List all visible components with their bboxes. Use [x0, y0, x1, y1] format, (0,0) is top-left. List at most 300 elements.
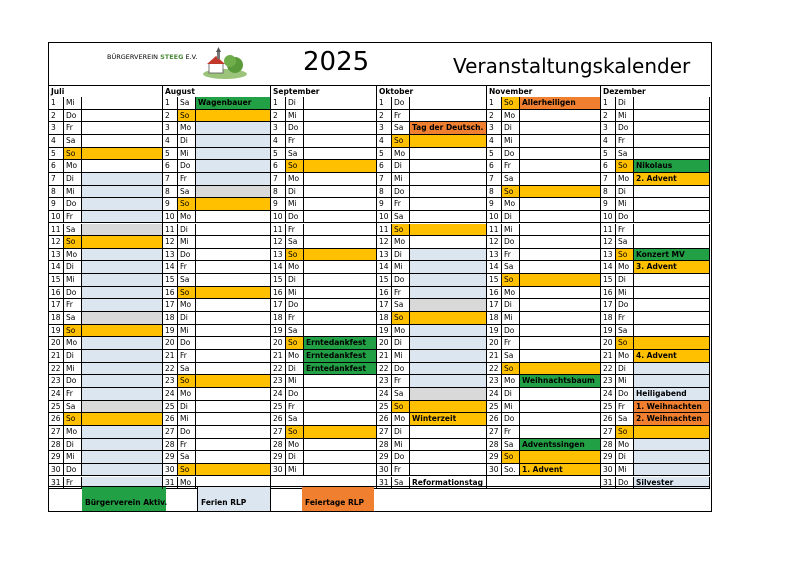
day-row: [487, 350, 601, 363]
day-row: [377, 363, 487, 376]
day-row: [49, 274, 163, 287]
day-number: 25: [271, 401, 286, 413]
month-header: Dezember: [601, 85, 710, 97]
day-number: 22: [49, 363, 64, 375]
day-number: 27: [487, 426, 502, 438]
weekday-label: Di: [178, 224, 196, 236]
day-number: 1: [49, 97, 64, 109]
event-cell: [520, 451, 601, 463]
weekday-label: Do: [392, 97, 410, 109]
event-cell: [82, 135, 163, 147]
legend: [49, 486, 710, 512]
day-row: [377, 122, 487, 135]
day-row: [163, 249, 271, 262]
day-number: 9: [487, 198, 502, 210]
day-number: 23: [487, 375, 502, 387]
day-row: [49, 198, 163, 211]
day-row: [377, 274, 487, 287]
day-row: [163, 198, 271, 211]
day-row: [601, 439, 710, 452]
event-label: Erntedankfest: [306, 351, 366, 360]
day-row: [49, 261, 163, 274]
weekday-label: Sa: [286, 413, 304, 425]
weekday-label: So: [178, 110, 196, 122]
day-row: [163, 287, 271, 300]
day-number: 7: [49, 173, 64, 185]
weekday-label: Do: [178, 160, 196, 172]
day-row: [49, 224, 163, 237]
event-cell: [520, 439, 601, 451]
day-row: [49, 186, 163, 199]
day-row: [49, 160, 163, 173]
weekday-label: So: [502, 97, 520, 109]
day-row: [271, 160, 377, 173]
day-number: 6: [49, 160, 64, 172]
day-number: 6: [487, 160, 502, 172]
weekday-label: Di: [64, 439, 82, 451]
day-row: [49, 110, 163, 123]
day-row: [377, 426, 487, 439]
event-cell: [520, 413, 601, 425]
weekday-label: Di: [286, 274, 304, 286]
weekday-label: Mi: [616, 464, 634, 476]
weekday-label: Mo: [392, 325, 410, 337]
day-row: [601, 97, 710, 110]
day-number: 28: [163, 439, 178, 451]
weekday-label: Mi: [178, 413, 196, 425]
day-row: [601, 375, 710, 388]
event-cell: [82, 173, 163, 185]
weekday-label: So: [178, 287, 196, 299]
day-number: 12: [601, 236, 616, 248]
day-row: [377, 211, 487, 224]
weekday-label: Di: [502, 122, 520, 134]
day-row: [601, 224, 710, 237]
day-row: [271, 464, 377, 477]
day-row: [487, 451, 601, 464]
day-row: [601, 198, 710, 211]
day-number: 29: [49, 451, 64, 463]
event-cell: [634, 350, 710, 362]
day-row: [49, 299, 163, 312]
weekday-label: Mi: [286, 375, 304, 387]
day-row: [163, 299, 271, 312]
day-number: 26: [271, 413, 286, 425]
day-number: 27: [271, 426, 286, 438]
event-cell: [410, 401, 487, 413]
event-cell: [304, 363, 377, 375]
event-cell: [520, 312, 601, 324]
day-number: 6: [271, 160, 286, 172]
day-number: 19: [377, 325, 392, 337]
weekday-label: Sa: [616, 236, 634, 248]
day-number: 9: [601, 198, 616, 210]
day-row: [601, 426, 710, 439]
weekday-label: Mi: [178, 148, 196, 160]
day-number: 14: [49, 261, 64, 273]
day-number: 21: [271, 350, 286, 362]
weekday-label: So: [286, 249, 304, 261]
weekday-label: Di: [616, 274, 634, 286]
weekday-label: Fr: [178, 261, 196, 273]
day-row: [601, 211, 710, 224]
day-row: [601, 135, 710, 148]
day-row: [163, 350, 271, 363]
weekday-label: Sa: [502, 350, 520, 362]
weekday-label: Mi: [64, 186, 82, 198]
event-cell: [520, 97, 601, 109]
weekday-label: Sa: [178, 186, 196, 198]
day-number: 18: [601, 312, 616, 324]
day-number: 3: [49, 122, 64, 134]
day-row: [377, 325, 487, 338]
weekday-label: Mo: [502, 287, 520, 299]
day-number: 14: [601, 261, 616, 273]
event-cell: [634, 122, 710, 134]
month-header: September: [271, 85, 377, 97]
weekday-label: Mi: [392, 439, 410, 451]
day-row: [49, 325, 163, 338]
club-logo: [107, 47, 247, 81]
weekday-label: Mo: [392, 148, 410, 160]
event-cell: [520, 261, 601, 273]
event-cell: [634, 439, 710, 451]
event-label: Weihnachtsbaum: [522, 376, 595, 386]
event-label: Wagenbauer: [198, 98, 252, 107]
day-row: [163, 135, 271, 148]
event-label: Winterzeit: [412, 414, 457, 424]
weekday-label: Fr: [502, 337, 520, 349]
weekday-label: So: [502, 274, 520, 286]
day-row: [487, 325, 601, 338]
day-row: [163, 439, 271, 452]
event-cell: [410, 211, 487, 223]
day-row: [601, 236, 710, 249]
event-cell: [410, 160, 487, 172]
weekday-label: Mi: [616, 110, 634, 122]
event-cell: [82, 312, 163, 324]
day-number: 28: [49, 439, 64, 451]
event-cell: [196, 325, 271, 337]
event-cell: [82, 350, 163, 362]
weekday-label: So.: [502, 464, 520, 476]
day-number: 2: [487, 110, 502, 122]
weekday-label: Di: [286, 451, 304, 463]
day-number: 7: [163, 173, 178, 185]
day-row: [49, 287, 163, 300]
day-row: [377, 375, 487, 388]
event-cell: [634, 363, 710, 375]
event-label: Allerheiligen: [522, 98, 576, 107]
weekday-label: Fr: [502, 160, 520, 172]
event-cell: [520, 198, 601, 210]
day-row: [163, 236, 271, 249]
event-cell: [410, 337, 487, 349]
day-row: [487, 110, 601, 123]
day-row: [49, 337, 163, 350]
event-cell: [304, 439, 377, 451]
event-cell: [410, 249, 487, 261]
weekday-label: Do: [64, 375, 82, 387]
day-number: 12: [487, 236, 502, 248]
day-number: 30: [377, 464, 392, 476]
day-row: [271, 413, 377, 426]
weekday-label: Di: [502, 299, 520, 311]
event-cell: [520, 211, 601, 223]
event-cell: [196, 375, 271, 387]
logo-text: [107, 53, 197, 61]
day-row: [487, 299, 601, 312]
day-number: 2: [49, 110, 64, 122]
event-cell: [410, 451, 487, 463]
day-row: [271, 312, 377, 325]
day-number: 29: [377, 451, 392, 463]
event-cell: [634, 388, 710, 400]
event-cell: [410, 299, 487, 311]
weekday-label: Mi: [616, 198, 634, 210]
day-number: 12: [49, 236, 64, 248]
weekday-label: Do: [392, 451, 410, 463]
weekday-label: Fr: [392, 375, 410, 387]
weekday-label: So: [392, 401, 410, 413]
day-number: 18: [377, 312, 392, 324]
event-cell: [196, 451, 271, 463]
day-number: 26: [49, 413, 64, 425]
weekday-label: Sa: [64, 312, 82, 324]
day-number: 10: [49, 211, 64, 223]
weekday-label: Di: [286, 186, 304, 198]
village-icon: [197, 47, 247, 81]
weekday-label: Sa: [178, 363, 196, 375]
event-cell: [304, 337, 377, 349]
weekday-label: Do: [178, 337, 196, 349]
weekday-label: Do: [286, 122, 304, 134]
weekday-label: Mo: [178, 477, 196, 489]
event-cell: [410, 274, 487, 286]
event-cell: [304, 451, 377, 463]
event-cell: [410, 261, 487, 273]
event-cell: [196, 261, 271, 273]
event-cell: [82, 224, 163, 236]
day-row: [163, 274, 271, 287]
event-cell: [82, 274, 163, 286]
weekday-label: Fr: [286, 224, 304, 236]
day-row: [377, 160, 487, 173]
day-number: 20: [601, 337, 616, 349]
day-number: 20: [163, 337, 178, 349]
day-number: 21: [601, 350, 616, 362]
day-number: 16: [601, 287, 616, 299]
day-row: [271, 198, 377, 211]
day-number: 27: [163, 426, 178, 438]
event-cell: [304, 122, 377, 134]
day-number: 5: [271, 148, 286, 160]
weekday-label: Fr: [392, 110, 410, 122]
day-row: [49, 363, 163, 376]
weekday-label: Do: [286, 388, 304, 400]
day-row: [377, 148, 487, 161]
event-cell: [196, 426, 271, 438]
day-number: 6: [163, 160, 178, 172]
day-row: [163, 97, 271, 110]
day-row: [49, 312, 163, 325]
day-number: 22: [487, 363, 502, 375]
day-number: 24: [49, 388, 64, 400]
event-cell: [82, 186, 163, 198]
weekday-label: Mi: [286, 110, 304, 122]
weekday-label: Do: [392, 363, 410, 375]
day-number: 7: [271, 173, 286, 185]
event-cell: [520, 224, 601, 236]
event-cell: [520, 236, 601, 248]
weekday-label: Do: [286, 299, 304, 311]
day-row: [487, 148, 601, 161]
day-number: 14: [487, 261, 502, 273]
event-cell: [410, 135, 487, 147]
day-row: [49, 135, 163, 148]
weekday-label: So: [616, 160, 634, 172]
event-cell: [196, 173, 271, 185]
event-cell: [634, 325, 710, 337]
weekday-label: Mo: [502, 198, 520, 210]
day-number: 26: [601, 413, 616, 425]
day-row: [487, 135, 601, 148]
event-cell: [410, 97, 487, 109]
event-cell: [82, 211, 163, 223]
day-row: [601, 413, 710, 426]
month-divider: [376, 85, 377, 489]
day-row: [601, 249, 710, 262]
day-number: 12: [271, 236, 286, 248]
day-number: 24: [163, 388, 178, 400]
day-row: [377, 261, 487, 274]
event-cell: [82, 287, 163, 299]
weekday-label: Fr: [178, 439, 196, 451]
weekday-label: Di: [502, 388, 520, 400]
day-row: [601, 160, 710, 173]
day-row: [377, 388, 487, 401]
weekday-label: Sa: [64, 401, 82, 413]
day-row: [487, 426, 601, 439]
day-number: 18: [271, 312, 286, 324]
event-cell: [410, 186, 487, 198]
weekday-label: Fr: [502, 426, 520, 438]
day-number: 19: [163, 325, 178, 337]
day-number: 16: [487, 287, 502, 299]
weekday-label: Mi: [392, 350, 410, 362]
weekday-label: Sa: [616, 413, 634, 425]
event-cell: [82, 337, 163, 349]
event-cell: [410, 388, 487, 400]
day-row: [377, 439, 487, 452]
weekday-label: Mi: [392, 173, 410, 185]
day-number: 7: [601, 173, 616, 185]
event-cell: [520, 350, 601, 362]
day-number: 11: [163, 224, 178, 236]
day-row: [163, 413, 271, 426]
day-number: 2: [163, 110, 178, 122]
event-cell: [634, 160, 710, 172]
weekday-label: So: [64, 236, 82, 248]
event-cell: [410, 198, 487, 210]
day-row: [163, 110, 271, 123]
event-cell: [634, 261, 710, 273]
day-number: 17: [163, 299, 178, 311]
day-number: 17: [377, 299, 392, 311]
day-row: [163, 363, 271, 376]
weekday-label: Mo: [178, 388, 196, 400]
day-number: 6: [601, 160, 616, 172]
weekday-label: Mi: [64, 274, 82, 286]
weekday-label: Mi: [286, 464, 304, 476]
event-cell: [410, 350, 487, 362]
weekday-label: Mi: [64, 97, 82, 109]
event-cell: [196, 110, 271, 122]
day-number: 25: [487, 401, 502, 413]
day-row: [601, 451, 710, 464]
day-row: [377, 186, 487, 199]
event-label: Erntedankfest: [306, 363, 366, 373]
weekday-label: Di: [392, 160, 410, 172]
event-cell: [196, 401, 271, 413]
event-cell: [196, 198, 271, 210]
event-cell: [196, 439, 271, 451]
day-number: 23: [49, 375, 64, 387]
event-cell: [520, 274, 601, 286]
event-cell: [82, 236, 163, 248]
event-label: Nikolaus: [636, 161, 673, 171]
weekday-label: Di: [64, 350, 82, 362]
day-row: [49, 413, 163, 426]
event-cell: [82, 122, 163, 134]
event-cell: [520, 401, 601, 413]
day-number: 28: [271, 439, 286, 451]
day-number: 9: [377, 198, 392, 210]
weekday-label: Di: [616, 451, 634, 463]
weekday-label: Fr: [64, 388, 82, 400]
day-number: 11: [601, 224, 616, 236]
event-cell: [304, 261, 377, 273]
event-cell: [520, 110, 601, 122]
day-row: [601, 337, 710, 350]
weekday-label: Sa: [392, 299, 410, 311]
day-number: 11: [487, 224, 502, 236]
day-row: [377, 312, 487, 325]
weekday-label: Do: [502, 413, 520, 425]
weekday-label: So: [502, 186, 520, 198]
weekday-label: Mi: [502, 135, 520, 147]
event-cell: [82, 401, 163, 413]
weekday-label: Do: [178, 249, 196, 261]
day-row: [163, 337, 271, 350]
day-number: 22: [163, 363, 178, 375]
weekday-label: Mo: [64, 426, 82, 438]
day-number: 3: [163, 122, 178, 134]
event-cell: [82, 110, 163, 122]
event-cell: [410, 426, 487, 438]
event-cell: [304, 312, 377, 324]
day-row: [49, 211, 163, 224]
day-number: 1: [271, 97, 286, 109]
weekday-label: Fr: [616, 135, 634, 147]
event-cell: [634, 173, 710, 185]
event-cell: [634, 97, 710, 109]
weekday-label: Mo: [286, 261, 304, 273]
day-row: [601, 274, 710, 287]
day-row: [377, 249, 487, 262]
event-cell: [82, 388, 163, 400]
day-number: 11: [49, 224, 64, 236]
